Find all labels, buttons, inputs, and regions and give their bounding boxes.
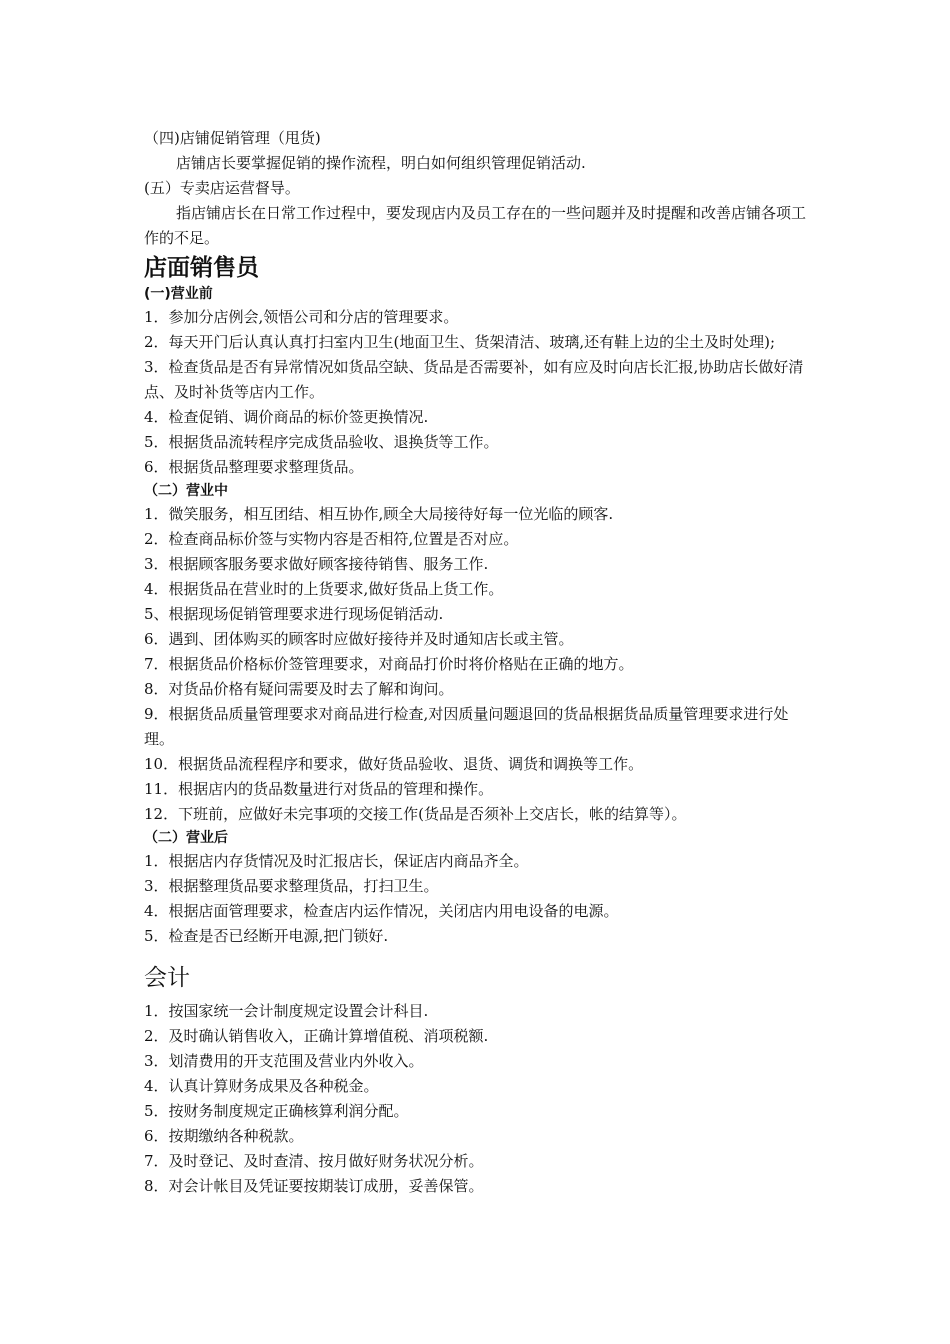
list-item: 3．检查货品是否有异常情况如货品空缺、货品是否需要补，如有应及时向店长汇报,协助店长做好清点、及时补货等店内工作。 (144, 358, 804, 401)
list-item: 1．参加分店例会,领悟公司和分店的管理要求。 (144, 308, 459, 326)
after-business-heading: （二）营业后 (144, 830, 228, 846)
list-item: 4．检查促销、调价商品的标价签更换情况. (144, 408, 429, 426)
list-item: 3．根据顾客服务要求做好顾客接待销售、服务工作. (144, 555, 489, 573)
list-item: 1．根据店内存货情况及时汇报店长，保证店内商品齐全。 (144, 852, 529, 870)
before-business-heading: (一)营业前 (144, 286, 213, 302)
list-item: 10．根据货品流程程序和要求，做好货品验收、退货、调货和调换等工作。 (144, 755, 644, 773)
list-item: 8．对货品价格有疑问需要及时去了解和询问。 (144, 680, 454, 698)
list-item: 7．及时登记、及时查清、按月做好财务状况分析。 (144, 1152, 484, 1170)
list-item: 6．遇到、团体购买的顾客时应做好接待并及时通知店长或主管。 (144, 630, 574, 648)
document-body (144, 126, 814, 1199)
list-item: 3．划清费用的开支范围及营业内外收入。 (144, 1052, 424, 1070)
during-business-heading: （二）营业中 (144, 483, 228, 499)
list-item: 1．微笑服务，相互团结、相互协作,顾全大局接待好每一位光临的顾客. (144, 505, 614, 523)
section-4-body: 店铺店长要掌握促销的操作流程，明白如何组织管理促销活动. (176, 154, 586, 172)
list-item: 5、根据现场促销管理要求进行现场促销活动. (144, 605, 444, 623)
section-5-body: 指店铺店长在日常工作过程中，要发现店内及员工存在的一些问题并及时提醒和改善店铺各项工作的不足。 (144, 204, 807, 247)
list-item: 3．根据整理货品要求整理货品，打扫卫生。 (144, 877, 439, 895)
list-item: 5．按财务制度规定正确核算利润分配。 (144, 1102, 409, 1120)
list-item: 4．根据货品在营业时的上货要求,做好货品上货工作。 (144, 580, 504, 598)
before-business-list (144, 305, 814, 480)
list-item: 4．根据店面管理要求，检查店内运作情况，关闭店内用电设备的电源。 (144, 902, 619, 920)
list-item: 5．根据货品流转程序完成货品验收、退换货等工作。 (144, 433, 499, 451)
list-item: 8．对会计帐目及凭证要按期装订成册，妥善保管。 (144, 1177, 484, 1195)
list-item: 2．每天开门后认真认真打扫室内卫生(地面卫生、货架清洁、玻璃,还有鞋上边的尘土及时处理); (144, 333, 776, 351)
list-item: 7．根据货品价格标价签管理要求，对商品打价时将价格贴在正确的地方。 (144, 655, 634, 673)
list-item: 11．根据店内的货品数量进行对货品的管理和操作。 (144, 780, 494, 798)
list-item: 4．认真计算财务成果及各种税金。 (144, 1077, 379, 1095)
list-item: 2．检查商品标价签与实物内容是否相符,位置是否对应。 (144, 530, 519, 548)
section-4-title: （四)店铺促销管理（甩货) (144, 129, 321, 147)
list-item: 2．及时确认销售收入，正确计算增值税、消项税额. (144, 1027, 489, 1045)
list-item: 1．按国家统一会计制度规定设置会计科目. (144, 1002, 429, 1020)
list-item: 5．检查是否已经断开电源,把门锁好. (144, 927, 389, 945)
list-item: 9．根据货品质量管理要求对商品进行检查,对因质量问题退回的货品根据货品质量管理要求进行处理。 (144, 705, 789, 748)
list-item: 12．下班前，应做好未完事项的交接工作(货品是否须补上交店长，帐的结算等）。 (144, 805, 687, 823)
during-business-list (144, 502, 814, 827)
list-item: 6．按期缴纳各种税款。 (144, 1127, 304, 1145)
list-item: 6．根据货品整理要求整理货品。 (144, 458, 364, 476)
sales-clerk-heading: 店面销售员 (144, 255, 259, 281)
after-business-list (144, 849, 814, 949)
accounting-heading: 会计 (144, 965, 190, 991)
accounting-list (144, 999, 814, 1199)
section-5-title: (五）专卖店运营督导。 (144, 179, 300, 197)
